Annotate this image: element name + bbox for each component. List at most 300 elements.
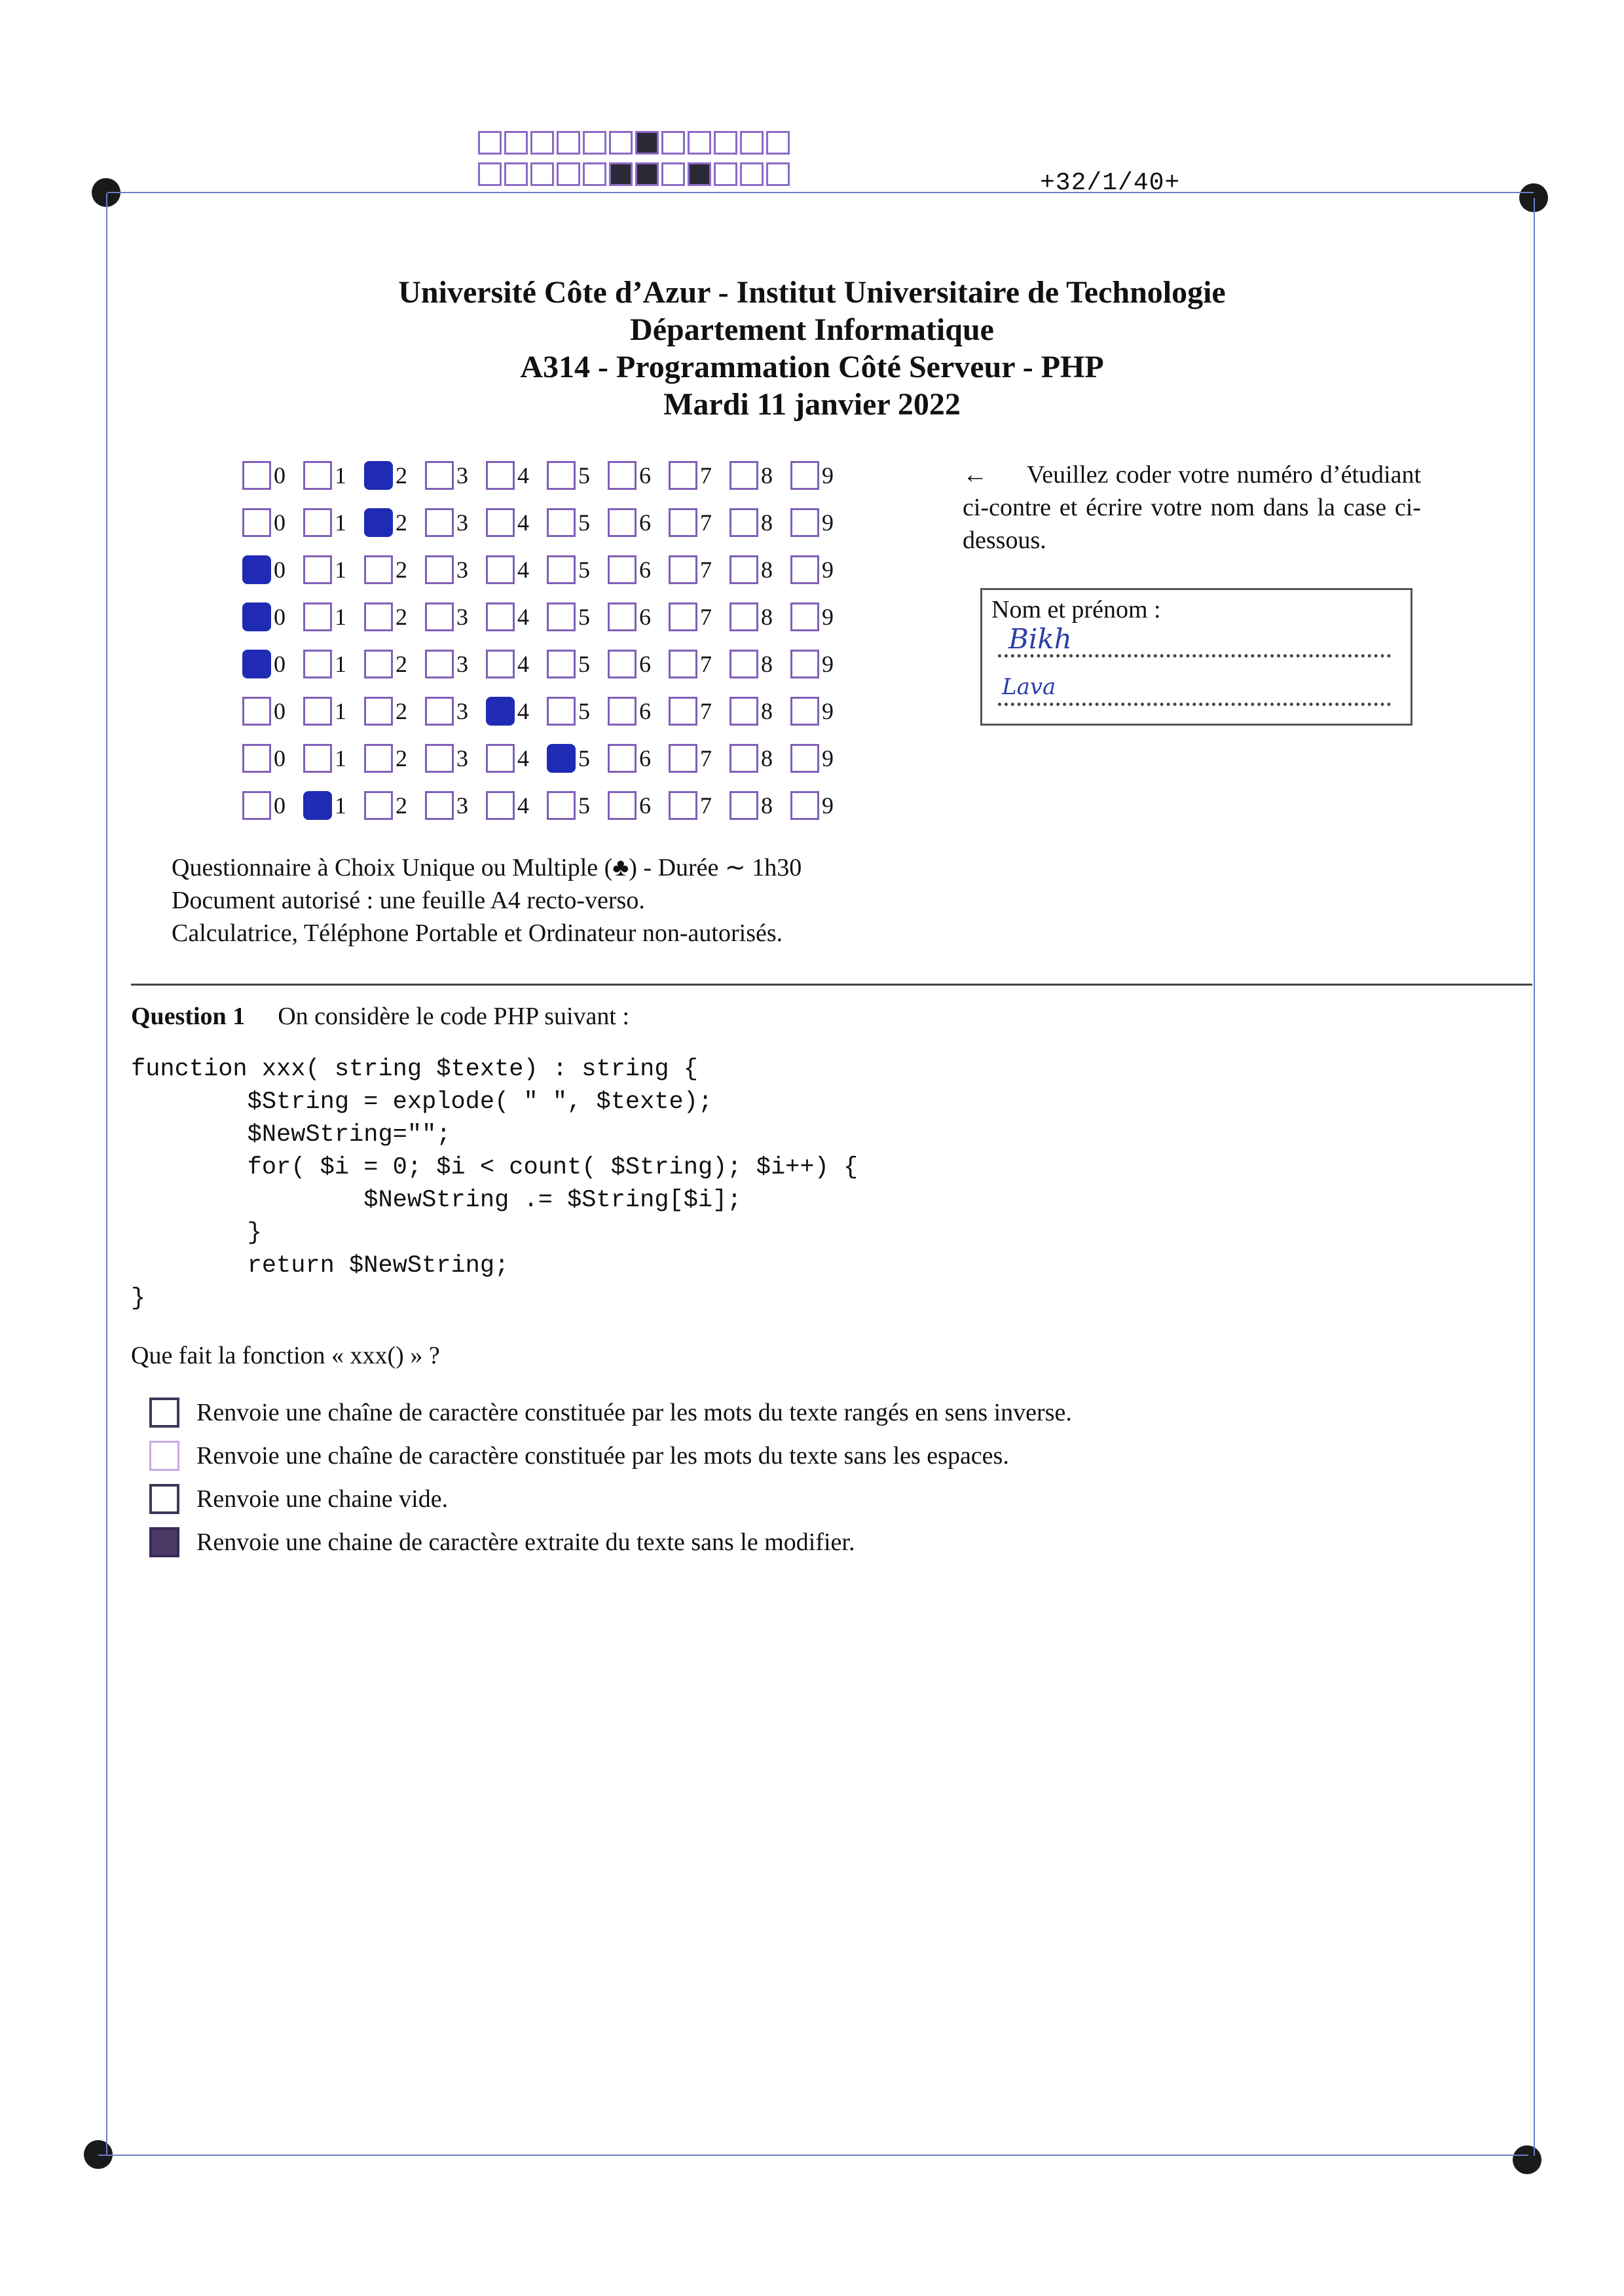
- name-box-label: Nom et prénom :: [991, 596, 1161, 623]
- digit-option[interactable]: [242, 461, 303, 490]
- code-row-2-bit: [714, 162, 737, 186]
- digit-checkbox[interactable]: [303, 791, 332, 820]
- digit-option[interactable]: [669, 744, 729, 773]
- digit-option[interactable]: [790, 602, 851, 631]
- answer-text: Renvoie une chaine vide.: [196, 1485, 449, 1513]
- digit-label: 7: [700, 557, 712, 583]
- digit-label: 6: [639, 792, 651, 819]
- answer-checkbox[interactable]: [149, 1527, 179, 1557]
- code-row-1-bit: [557, 131, 580, 155]
- digit-checkbox[interactable]: [669, 508, 697, 537]
- digit-option[interactable]: [364, 744, 425, 773]
- digit-checkbox[interactable]: [364, 697, 393, 726]
- digit-option[interactable]: [242, 508, 303, 537]
- digit-checkbox[interactable]: [729, 461, 758, 490]
- digit-option[interactable]: [242, 697, 303, 726]
- digit-option[interactable]: [547, 555, 608, 584]
- digit-option[interactable]: [547, 461, 608, 490]
- digit-label: 1: [335, 698, 346, 724]
- digit-label: 9: [822, 745, 834, 771]
- code-row-2-bit: [504, 162, 528, 186]
- student-digit-row: [242, 688, 851, 735]
- digit-label: 3: [456, 509, 468, 536]
- digit-checkbox[interactable]: [547, 602, 576, 631]
- code-row-1-bit: [688, 131, 711, 155]
- digit-checkbox[interactable]: [364, 555, 393, 584]
- student-digit-row: [242, 782, 851, 829]
- digit-label: 1: [335, 745, 346, 771]
- digit-option[interactable]: [547, 508, 608, 537]
- answer-text: Renvoie une chaine de caractère extraite du texte sans le modifier.: [196, 1528, 855, 1556]
- digit-option[interactable]: [608, 744, 669, 773]
- digit-label: 7: [700, 698, 712, 724]
- digit-checkbox[interactable]: [790, 555, 819, 584]
- digit-checkbox[interactable]: [608, 744, 637, 773]
- header-course: A314 - Programmation Côté Serveur - PHP: [520, 350, 1104, 384]
- instructions: [963, 458, 1421, 557]
- digit-option[interactable]: [303, 461, 364, 490]
- frame-top: [107, 192, 1534, 193]
- digit-label: 8: [761, 651, 773, 677]
- digit-label: 8: [761, 792, 773, 819]
- digit-checkbox[interactable]: [242, 508, 271, 537]
- digit-label: 6: [639, 651, 651, 677]
- digit-checkbox[interactable]: [547, 650, 576, 678]
- digit-checkbox[interactable]: [486, 744, 515, 773]
- digit-checkbox[interactable]: [669, 555, 697, 584]
- digit-checkbox[interactable]: [729, 744, 758, 773]
- digit-checkbox[interactable]: [547, 555, 576, 584]
- digit-checkbox[interactable]: [486, 791, 515, 820]
- digit-checkbox[interactable]: [242, 697, 271, 726]
- digit-checkbox[interactable]: [547, 461, 576, 490]
- digit-option[interactable]: [608, 791, 669, 820]
- digit-checkbox[interactable]: [669, 791, 697, 820]
- digit-label: 0: [274, 604, 286, 630]
- digit-checkbox[interactable]: [425, 602, 454, 631]
- digit-label: 9: [822, 509, 834, 536]
- digit-checkbox[interactable]: [242, 461, 271, 490]
- digit-checkbox[interactable]: [242, 602, 271, 631]
- digit-label: 9: [822, 698, 834, 724]
- digit-label: 3: [456, 604, 468, 630]
- digit-label: 0: [274, 792, 286, 819]
- code-row-2-bit: [609, 162, 633, 186]
- digit-checkbox[interactable]: [425, 744, 454, 773]
- php-code-block: function xxx( string $texte) : string { $String = explode( " ", $texte); $NewString=""; for( $i = 0; $i < count( $String); $i++) { $NewString .= $String[$i]; } return $NewString; }: [131, 1056, 858, 1312]
- digit-option[interactable]: [242, 602, 303, 631]
- binary-code-row-1: [478, 131, 792, 155]
- digit-checkbox[interactable]: [425, 791, 454, 820]
- digit-option[interactable]: [669, 555, 729, 584]
- digit-option[interactable]: [547, 744, 608, 773]
- digit-checkbox[interactable]: [547, 697, 576, 726]
- answer-option-3[interactable]: [149, 1477, 1072, 1521]
- exam-info-line-3: Calculatrice, Téléphone Portable et Ordinateur non-autorisés.: [172, 919, 783, 947]
- digit-option[interactable]: [547, 697, 608, 726]
- code-row-2-bit: [661, 162, 685, 186]
- digit-option[interactable]: [364, 602, 425, 631]
- digit-option[interactable]: [486, 650, 547, 678]
- digit-option[interactable]: [303, 697, 364, 726]
- exam-info-line-1: Questionnaire à Choix Unique ou Multiple (♣) - Durée ∼ 1h30: [172, 854, 802, 881]
- digit-checkbox[interactable]: [303, 555, 332, 584]
- digit-option[interactable]: [790, 744, 851, 773]
- student-digit-row: [242, 640, 851, 688]
- digit-label: 5: [578, 651, 590, 677]
- digit-option[interactable]: [425, 555, 486, 584]
- answer-text: Renvoie une chaîne de caractère constituée par les mots du texte rangés en sens inverse.: [196, 1399, 1072, 1426]
- answer-checkbox[interactable]: [149, 1398, 179, 1428]
- digit-option[interactable]: [729, 744, 790, 773]
- digit-option[interactable]: [425, 461, 486, 490]
- digit-option[interactable]: [790, 791, 851, 820]
- digit-checkbox[interactable]: [364, 791, 393, 820]
- digit-label: 5: [578, 698, 590, 724]
- digit-option[interactable]: [303, 602, 364, 631]
- code-row-1-bit: [740, 131, 764, 155]
- digit-checkbox[interactable]: [425, 461, 454, 490]
- digit-option[interactable]: [364, 697, 425, 726]
- digit-checkbox[interactable]: [790, 650, 819, 678]
- digit-label: 2: [396, 745, 407, 771]
- digit-option[interactable]: [303, 555, 364, 584]
- digit-label: 6: [639, 462, 651, 489]
- digit-checkbox[interactable]: [364, 461, 393, 490]
- digit-checkbox[interactable]: [790, 461, 819, 490]
- exam-info: [172, 851, 802, 950]
- digit-checkbox[interactable]: [729, 602, 758, 631]
- digit-label: 8: [761, 604, 773, 630]
- digit-option[interactable]: [790, 555, 851, 584]
- digit-option[interactable]: [425, 650, 486, 678]
- digit-option[interactable]: [364, 555, 425, 584]
- code-row-2-bit: [583, 162, 606, 186]
- digit-label: 9: [822, 462, 834, 489]
- digit-label: 0: [274, 651, 286, 677]
- digit-option[interactable]: [425, 791, 486, 820]
- digit-checkbox[interactable]: [486, 697, 515, 726]
- digit-checkbox[interactable]: [486, 461, 515, 490]
- digit-option[interactable]: [486, 461, 547, 490]
- digit-checkbox[interactable]: [486, 602, 515, 631]
- digit-label: 3: [456, 698, 468, 724]
- digit-label: 0: [274, 698, 286, 724]
- digit-label: 2: [396, 557, 407, 583]
- digit-checkbox[interactable]: [303, 697, 332, 726]
- digit-label: 3: [456, 651, 468, 677]
- answer-list: [149, 1391, 1072, 1564]
- digit-option[interactable]: [729, 555, 790, 584]
- digit-checkbox[interactable]: [425, 650, 454, 678]
- digit-label: 2: [396, 792, 407, 819]
- code-row-2-bit: [530, 162, 554, 186]
- digit-option[interactable]: [425, 744, 486, 773]
- digit-label: 4: [517, 604, 529, 630]
- digit-option[interactable]: [364, 461, 425, 490]
- digit-option[interactable]: [547, 602, 608, 631]
- digit-option[interactable]: [669, 602, 729, 631]
- digit-checkbox[interactable]: [364, 602, 393, 631]
- digit-label: 1: [335, 462, 346, 489]
- header-date: Mardi 11 janvier 2022: [663, 387, 961, 422]
- digit-label: 1: [335, 651, 346, 677]
- digit-label: 8: [761, 745, 773, 771]
- digit-checkbox[interactable]: [729, 650, 758, 678]
- digit-label: 8: [761, 462, 773, 489]
- digit-checkbox[interactable]: [242, 555, 271, 584]
- question-1-label: Question 1: [131, 1003, 246, 1030]
- digit-option[interactable]: [608, 555, 669, 584]
- student-digit-row: [242, 593, 851, 640]
- digit-checkbox[interactable]: [303, 602, 332, 631]
- code-row-1-bit: [635, 131, 659, 155]
- digit-option[interactable]: [790, 650, 851, 678]
- digit-option[interactable]: [303, 508, 364, 537]
- digit-label: 7: [700, 604, 712, 630]
- digit-option[interactable]: [790, 461, 851, 490]
- question-1-header: [131, 1002, 629, 1031]
- digit-checkbox[interactable]: [608, 697, 637, 726]
- digit-label: 5: [578, 745, 590, 771]
- digit-label: 7: [700, 462, 712, 489]
- answer-checkbox[interactable]: [149, 1484, 179, 1514]
- digit-option[interactable]: [790, 508, 851, 537]
- digit-option[interactable]: [608, 602, 669, 631]
- code-row-2-bit: [688, 162, 711, 186]
- digit-option[interactable]: [303, 791, 364, 820]
- digit-checkbox[interactable]: [303, 508, 332, 537]
- name-box[interactable]: [980, 588, 1412, 726]
- digit-checkbox[interactable]: [608, 555, 637, 584]
- digit-checkbox[interactable]: [608, 461, 637, 490]
- digit-label: 4: [517, 698, 529, 724]
- digit-checkbox[interactable]: [425, 508, 454, 537]
- answer-text: Renvoie une chaîne de caractère constituée par les mots du texte sans les espaces.: [196, 1442, 1009, 1470]
- digit-option[interactable]: [790, 697, 851, 726]
- digit-checkbox[interactable]: [669, 461, 697, 490]
- digit-label: 2: [396, 698, 407, 724]
- digit-label: 8: [761, 698, 773, 724]
- digit-checkbox[interactable]: [303, 744, 332, 773]
- digit-option[interactable]: [729, 791, 790, 820]
- digit-label: 2: [396, 651, 407, 677]
- digit-label: 3: [456, 792, 468, 819]
- digit-option[interactable]: [486, 508, 547, 537]
- digit-checkbox[interactable]: [547, 791, 576, 820]
- digit-option[interactable]: [729, 602, 790, 631]
- digit-option[interactable]: [242, 650, 303, 678]
- digit-checkbox[interactable]: [303, 650, 332, 678]
- digit-checkbox[interactable]: [790, 602, 819, 631]
- digit-label: 6: [639, 745, 651, 771]
- digit-option[interactable]: [364, 508, 425, 537]
- digit-label: 0: [274, 745, 286, 771]
- digit-label: 2: [396, 462, 407, 489]
- digit-label: 2: [396, 509, 407, 536]
- digit-label: 4: [517, 509, 529, 536]
- code-row-1-bit: [583, 131, 606, 155]
- digit-label: 1: [335, 509, 346, 536]
- frame-right: [1534, 198, 1535, 2156]
- digit-option[interactable]: [425, 508, 486, 537]
- digit-option[interactable]: [364, 791, 425, 820]
- digit-option[interactable]: [547, 650, 608, 678]
- code-row-1-bit: [661, 131, 685, 155]
- handwritten-name-line-1: Bikh: [1008, 623, 1072, 655]
- digit-checkbox[interactable]: [608, 508, 637, 537]
- digit-label: 9: [822, 651, 834, 677]
- digit-option[interactable]: [547, 791, 608, 820]
- digit-label: 4: [517, 462, 529, 489]
- code-row-1-bit: [478, 131, 502, 155]
- digit-option[interactable]: [486, 791, 547, 820]
- digit-label: 4: [517, 651, 529, 677]
- digit-checkbox[interactable]: [364, 508, 393, 537]
- digit-label: 6: [639, 509, 651, 536]
- question-1-intro: On considère le code PHP suivant :: [278, 1003, 630, 1030]
- digit-label: 1: [335, 557, 346, 583]
- digit-checkbox[interactable]: [547, 744, 576, 773]
- name-dotted-line-1: [998, 654, 1391, 657]
- digit-checkbox[interactable]: [729, 508, 758, 537]
- digit-label: 1: [335, 792, 346, 819]
- digit-option[interactable]: [425, 697, 486, 726]
- code-row-1-bit: [530, 131, 554, 155]
- digit-label: 4: [517, 557, 529, 583]
- digit-checkbox[interactable]: [608, 791, 637, 820]
- digit-label: 0: [274, 509, 286, 536]
- digit-label: 6: [639, 698, 651, 724]
- digit-label: 9: [822, 557, 834, 583]
- digit-label: 5: [578, 462, 590, 489]
- exam-info-line-2: Document autorisé : une feuille A4 recto-verso.: [172, 887, 645, 914]
- digit-option[interactable]: [729, 697, 790, 726]
- digit-option[interactable]: [729, 508, 790, 537]
- digit-checkbox[interactable]: [669, 744, 697, 773]
- answer-option-2[interactable]: [149, 1434, 1072, 1477]
- handwritten-name-line-2: Lava: [1002, 674, 1056, 700]
- section-divider: [131, 984, 1532, 986]
- student-digit-row: [242, 546, 851, 593]
- digit-checkbox[interactable]: [790, 697, 819, 726]
- digit-checkbox[interactable]: [486, 555, 515, 584]
- digit-label: 4: [517, 745, 529, 771]
- code-row-2-bit: [766, 162, 790, 186]
- left-arrow-icon: ←: [963, 461, 987, 489]
- digit-option[interactable]: [486, 602, 547, 631]
- code-row-1-bit: [714, 131, 737, 155]
- digit-option[interactable]: [486, 744, 547, 773]
- digit-option[interactable]: [669, 791, 729, 820]
- code-row-2-bit: [478, 162, 502, 186]
- digit-option[interactable]: [669, 697, 729, 726]
- digit-option[interactable]: [669, 650, 729, 678]
- digit-checkbox[interactable]: [486, 650, 515, 678]
- digit-label: 2: [396, 604, 407, 630]
- digit-label: 6: [639, 557, 651, 583]
- digit-checkbox[interactable]: [547, 508, 576, 537]
- digit-option[interactable]: [608, 697, 669, 726]
- page-id: +32/1/40+: [1040, 169, 1181, 197]
- student-digit-row: [242, 499, 851, 546]
- digit-checkbox[interactable]: [608, 602, 637, 631]
- digit-checkbox[interactable]: [669, 602, 697, 631]
- digit-option[interactable]: [303, 650, 364, 678]
- answer-option-4[interactable]: [149, 1521, 1072, 1564]
- digit-checkbox[interactable]: [425, 555, 454, 584]
- digit-option[interactable]: [242, 744, 303, 773]
- digit-checkbox[interactable]: [242, 744, 271, 773]
- digit-label: 7: [700, 509, 712, 536]
- digit-option[interactable]: [608, 650, 669, 678]
- student-number-grid: [242, 452, 851, 829]
- digit-checkbox[interactable]: [364, 650, 393, 678]
- digit-checkbox[interactable]: [790, 791, 819, 820]
- frame-left: [106, 193, 107, 2155]
- digit-option[interactable]: [486, 697, 547, 726]
- digit-option[interactable]: [486, 555, 547, 584]
- frame-bottom: [98, 2155, 1528, 2156]
- digit-checkbox[interactable]: [729, 555, 758, 584]
- question-1-prompt: Que fait la fonction « xxx() » ?: [131, 1342, 440, 1369]
- code-row-2-bit: [635, 162, 659, 186]
- name-dotted-line-2: [998, 703, 1391, 706]
- digit-checkbox[interactable]: [486, 508, 515, 537]
- digit-checkbox[interactable]: [303, 461, 332, 490]
- digit-option[interactable]: [425, 602, 486, 631]
- digit-label: 3: [456, 557, 468, 583]
- digit-option[interactable]: [729, 650, 790, 678]
- answer-option-1[interactable]: [149, 1391, 1072, 1434]
- digit-option[interactable]: [608, 461, 669, 490]
- digit-checkbox[interactable]: [425, 697, 454, 726]
- digit-checkbox[interactable]: [364, 744, 393, 773]
- digit-option[interactable]: [669, 461, 729, 490]
- answer-checkbox[interactable]: [149, 1441, 179, 1471]
- digit-option[interactable]: [729, 461, 790, 490]
- digit-label: 7: [700, 651, 712, 677]
- header-department: Département Informatique: [630, 312, 994, 347]
- digit-label: 5: [578, 604, 590, 630]
- digit-option[interactable]: [242, 791, 303, 820]
- digit-checkbox[interactable]: [242, 650, 271, 678]
- digit-label: 8: [761, 557, 773, 583]
- digit-label: 9: [822, 792, 834, 819]
- digit-checkbox[interactable]: [608, 650, 637, 678]
- digit-checkbox[interactable]: [729, 791, 758, 820]
- instructions-text: Veuillez coder votre numéro d’étudiant ci-contre et écrire votre nom dans la case ci-dessous.: [963, 461, 1421, 554]
- binary-code-row-2: [478, 162, 792, 186]
- digit-checkbox[interactable]: [669, 697, 697, 726]
- digit-label: 6: [639, 604, 651, 630]
- digit-option[interactable]: [303, 744, 364, 773]
- digit-option[interactable]: [669, 508, 729, 537]
- digit-option[interactable]: [242, 555, 303, 584]
- student-digit-row: [242, 452, 851, 499]
- digit-checkbox[interactable]: [669, 650, 697, 678]
- digit-option[interactable]: [364, 650, 425, 678]
- digit-checkbox[interactable]: [242, 791, 271, 820]
- digit-checkbox[interactable]: [790, 508, 819, 537]
- digit-label: 4: [517, 792, 529, 819]
- digit-checkbox[interactable]: [729, 697, 758, 726]
- digit-checkbox[interactable]: [790, 744, 819, 773]
- digit-option[interactable]: [608, 508, 669, 537]
- student-digit-row: [242, 735, 851, 782]
- code-row-1-bit: [504, 131, 528, 155]
- header-institution: Université Côte d’Azur - Institut Universitaire de Technologie: [398, 275, 1226, 310]
